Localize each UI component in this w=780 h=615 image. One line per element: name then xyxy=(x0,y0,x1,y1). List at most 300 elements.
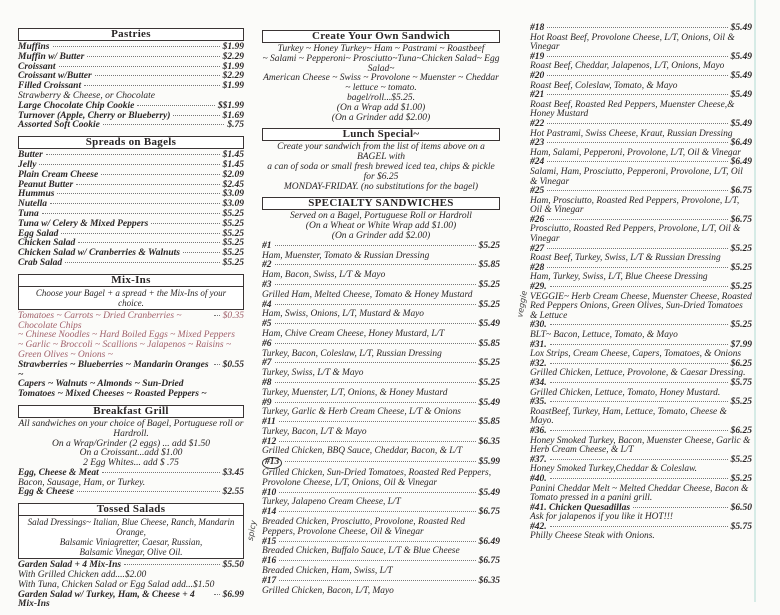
item-price: $5.25 xyxy=(222,218,244,229)
item-price: $5.85 xyxy=(478,417,500,428)
dot-leader xyxy=(275,264,476,265)
dot-leader xyxy=(633,507,728,508)
dot-leader xyxy=(46,154,220,155)
menu-rows xyxy=(18,420,244,498)
dot-leader xyxy=(275,284,476,285)
menu-item xyxy=(18,200,244,210)
mixin-option-line: ~ Chinese Noodles ~ Hard Boiled Eggs ~ Mixed Peppers xyxy=(18,330,235,341)
sandwich-description: Grilled Chicken, Bacon, L/T, Mayo xyxy=(262,585,394,596)
item-price: $5.49 xyxy=(730,118,752,129)
sandwich-number: #5 xyxy=(262,319,272,330)
item-name: Muffins xyxy=(18,42,50,52)
item-price: $6.35 xyxy=(478,575,500,586)
sandwich-description: Honey Smoked Turkey, Bacon, Muenster Cheese, Garlic & Herb Cream Cheese, & L/T xyxy=(530,435,751,456)
section-header-box xyxy=(18,136,244,149)
menu-item xyxy=(18,121,244,131)
dot-leader xyxy=(547,123,727,124)
sandwich-description: Hot Pastrami, Swiss Cheese, Kraut, Russian Dressing xyxy=(530,128,733,139)
sandwich-number: #7 xyxy=(262,358,272,369)
item-price: $6.25 xyxy=(730,425,752,436)
item-price: $1.45 xyxy=(222,150,244,161)
dot-leader xyxy=(279,511,475,512)
item-price: $5.25 xyxy=(222,228,244,239)
item-price: $5.49 xyxy=(478,319,500,330)
item-name: Assorted Soft Cookie xyxy=(18,120,100,131)
menu-rows xyxy=(262,45,500,123)
sandwich-number: #11 xyxy=(262,417,276,428)
sandwich-number: #37. xyxy=(530,454,547,465)
item-name: Nutella xyxy=(18,199,48,210)
item-price: $6.75 xyxy=(478,556,500,567)
sandwich-number: #15 xyxy=(262,536,277,547)
sandwich-number: #30. xyxy=(530,320,547,331)
dot-leader xyxy=(547,56,727,57)
dot-leader xyxy=(547,267,727,268)
sandwich-description: RoastBeef, Turkey, Ham, Lettuce, Tomato, Cheese & Mayo. xyxy=(530,406,727,427)
sandwich-number: #14 xyxy=(262,507,277,518)
section-title: Pastries xyxy=(111,28,151,40)
mixin-option-line: Green Olives ~ Onions ~ xyxy=(18,349,113,360)
sandwich-number: #1 xyxy=(262,240,272,251)
section-header-box xyxy=(18,503,244,559)
item-price: $6.49 xyxy=(730,157,752,168)
dot-leader xyxy=(95,75,220,76)
section-title: Lunch Special~ xyxy=(342,128,420,141)
item-name: Turnover (Apple, Cherry or Blueberry) xyxy=(18,110,171,121)
lunch-special-section xyxy=(262,128,500,192)
item-price: $2.45 xyxy=(222,179,244,190)
sandwich-description: Prosciutto, Roasted Red Peppers, Provolone, L/T, Oil & Vinegar xyxy=(530,224,741,245)
dot-leader xyxy=(173,115,219,116)
item-price: $5.49 xyxy=(478,487,500,498)
item-price: $5.25 xyxy=(730,454,752,465)
sandwich-description: Grilled Chicken, Lettuce, Tomato, Honey Mustard. xyxy=(530,387,721,398)
item-price: $2.29 xyxy=(222,51,244,62)
sandwich-description: Turkey, Muenster, L/T, Onions, & Honey Mustard xyxy=(262,387,448,398)
item-name: Chicken Salad w/ Cranberries & Walnuts xyxy=(18,248,180,259)
middle-column xyxy=(262,30,500,601)
sandwich-description: Ham, Salami, Pepperoni, Provolone, L/T, Oil & Vinegar xyxy=(530,147,741,158)
sandwich-description: Turkey, Garlic & Herb Cream Cheese, L/T & Onions xyxy=(262,407,461,418)
create-sandwich-section xyxy=(262,30,500,123)
dot-leader xyxy=(279,541,475,542)
sandwich-number: #31. xyxy=(530,339,547,350)
item-name: Crab Salad xyxy=(18,257,63,268)
dot-leader xyxy=(87,56,219,57)
sandwich-description: Breaded Chicken, Prosciutto, Provolone, Roasted Red Peppers, Provolone Cheese, Oil & Vinegar xyxy=(262,517,466,537)
sandwich-number: #25 xyxy=(530,186,545,197)
menu-item xyxy=(18,151,244,161)
sandwich-description: Grilled Chicken, BBQ Sauce, Cheddar, Bacon, & L/T xyxy=(262,446,463,457)
dot-leader xyxy=(550,324,728,325)
dot-leader xyxy=(279,441,475,442)
section-title: Mix-Ins xyxy=(111,273,151,286)
dot-leader xyxy=(77,491,220,492)
dot-leader xyxy=(151,223,219,224)
menu-rows xyxy=(18,43,244,131)
item-price: $3.09 xyxy=(222,199,244,210)
header-note-line: Balsamic Vinegar, Olive Oil. xyxy=(79,547,183,558)
dot-leader xyxy=(275,362,476,363)
item-price: $2.29 xyxy=(222,71,244,82)
item-price: $0.55 xyxy=(222,359,244,370)
dot-leader xyxy=(550,459,728,460)
dot-leader xyxy=(275,402,476,403)
sandwich-number: #3 xyxy=(262,279,272,290)
dot-leader xyxy=(275,382,476,383)
item-price: $5.85 xyxy=(478,338,500,349)
sandwich-number: #9 xyxy=(262,397,272,408)
mixin-option-line: Capers ~ Walnuts ~ Almonds ~ Sun-Dried xyxy=(18,379,184,390)
sandwich-description: Breaded Chicken, Buffalo Sauce, L/T & Blue Cheese xyxy=(262,546,460,557)
sandwich-number: #28 xyxy=(530,262,545,273)
item-price: $1.45 xyxy=(222,159,244,170)
menu-rows xyxy=(18,561,244,610)
dot-leader xyxy=(550,430,728,431)
dot-leader xyxy=(547,94,727,95)
scan-edge-line xyxy=(754,0,756,602)
info-line: 2 Egg Whites... add $ .75 xyxy=(83,458,179,469)
item-price: $5.49 xyxy=(730,23,752,33)
sandwich-description: Ask for jalapenos if you like it HOT!!! xyxy=(530,512,673,523)
sandwich-description: BLT~ Bacon, Lettuce, Tomato, & Mayo xyxy=(530,330,678,340)
dot-leader xyxy=(275,323,476,324)
section-title: Breakfast Grill xyxy=(93,404,169,417)
dot-leader xyxy=(53,46,220,47)
item-price: $6.35 xyxy=(478,436,500,447)
item-price: $2.55 xyxy=(222,487,244,498)
section-title: SPECIALTY SANDWICHES xyxy=(308,197,454,210)
dot-leader xyxy=(550,363,728,364)
sandwich-description: Roast Beef, Cheddar, Jalapenos, L/T, Onions, Mayo xyxy=(530,61,725,72)
sandwich-description: Roast Beef, Coleslaw, Tomato, & Mayo xyxy=(530,80,678,91)
item-name: Peanut Butter xyxy=(18,179,74,190)
item-price: $5.75 xyxy=(730,377,752,388)
item-price: $$1.99 xyxy=(217,100,244,111)
sandwich-description: Turkey, Jalapeno Cream Cheese, L/T xyxy=(262,497,401,508)
menu-item xyxy=(18,361,244,381)
item-price: $5.25 xyxy=(478,279,500,290)
dot-leader xyxy=(279,492,475,493)
dot-leader xyxy=(547,142,727,143)
menu-item xyxy=(18,488,244,498)
header-note-line: Balsamic Viniagretter, Caesar, Russian, xyxy=(59,537,203,548)
item-name: Strawberries ~ Blueberries ~ Mandarin Oranges ~ xyxy=(18,359,209,380)
sandwich-description: Grilled Chicken, Lettuce, Provolone, & Caesar Dressing. xyxy=(530,368,746,379)
item-price: $6.49 xyxy=(478,536,500,547)
dot-leader xyxy=(547,75,727,76)
item-price: $5.25 xyxy=(222,238,244,249)
sandwich-number: #12 xyxy=(262,436,277,447)
menu-rows xyxy=(530,24,752,542)
section-header-note xyxy=(19,515,243,558)
section-title: Create Your Own Sandwich xyxy=(311,30,451,42)
item-price: $7.99 xyxy=(730,339,752,350)
sandwich-number: #42. xyxy=(530,521,547,532)
item-price: $5.25 xyxy=(730,262,752,273)
menu-item xyxy=(18,312,244,332)
info-line: (On a Wrap add $1.00) xyxy=(336,102,426,113)
sandwich-number: #20 xyxy=(530,70,545,81)
info-line: a can of soda or small fresh brewed iced tea, chips & pickle for $6.25 xyxy=(267,161,495,182)
item-price: $6.49 xyxy=(730,138,752,149)
sandwich-description: Ham, Swiss, Onions, L/T, Mustard & Mayo xyxy=(262,309,424,320)
item-note: With Grilled Chicken add....$2.00 xyxy=(18,570,147,581)
sandwich-description: Turkey, Swiss, L/T & Mayo xyxy=(262,368,364,379)
sandwich-number: #36. xyxy=(530,425,547,436)
item-price: $5.25 xyxy=(222,208,244,219)
sandwich-number: #27 xyxy=(530,243,545,254)
dot-leader xyxy=(42,213,220,214)
dot-leader xyxy=(275,245,476,246)
item-price: $5.99 xyxy=(478,457,500,468)
dot-leader xyxy=(547,27,727,28)
item-name: Egg Salad xyxy=(18,228,59,239)
dot-leader xyxy=(550,478,728,479)
item-price: $5.25 xyxy=(222,257,244,268)
dot-leader xyxy=(183,252,220,253)
item-name: Filled Croissant xyxy=(18,81,82,92)
sandwich-description: Ham, Chive Cream Cheese, Honey Mustard, L/T xyxy=(262,328,445,339)
item-price: $5.25 xyxy=(730,243,752,254)
item-price: $5.49 xyxy=(478,397,500,408)
dot-leader xyxy=(39,164,219,165)
sandwich-description: Hot Roast Beef, Provolone Cheese, L/T, Onions, Oil & Vinegar xyxy=(530,32,735,53)
item-price: $6.25 xyxy=(730,358,752,369)
sandwich-description: Ham, Muenster, Tomato & Russian Dressing xyxy=(262,250,430,261)
item-price: $1.99 xyxy=(222,81,244,92)
right-column xyxy=(530,22,752,547)
mixin-option-line: ~ Garlic ~ Broccoli ~ Scallions ~ Jalapenos ~ Raisins ~ xyxy=(18,340,232,351)
menu-item xyxy=(18,190,244,200)
sandwich-description: Grilled Ham, Melted Cheese, Tomato & Honey Mustard xyxy=(262,289,473,300)
item-price: $5.50 xyxy=(222,560,244,571)
dot-leader xyxy=(65,262,220,263)
item-price: $5.25 xyxy=(730,397,752,408)
dot-leader xyxy=(275,304,476,305)
sandwich-description: Panini Cheddar Melt ~ Melted Cheddar Cheese, Bacon & Tomato pressed in a panini grill. xyxy=(530,483,749,504)
menu-rows xyxy=(18,151,244,269)
sandwich-number: #21 xyxy=(530,90,545,101)
handwritten-spicy-note: spicy xyxy=(245,519,259,542)
salads-section xyxy=(18,503,244,610)
item-note: Strawberry & Cheese, or Chocolate xyxy=(18,90,155,101)
menu-rows xyxy=(262,212,500,596)
item-name: Tuna w/ Celery & Mixed Peppers xyxy=(18,218,149,229)
dot-leader xyxy=(214,594,220,595)
sandwich-number: #10 xyxy=(262,487,277,498)
section-header-box xyxy=(262,30,500,43)
dot-leader xyxy=(547,248,727,249)
sandwich-number: #6 xyxy=(262,338,272,349)
section-header-box xyxy=(18,274,244,310)
dot-leader xyxy=(547,190,727,191)
sandwich-number: #35. xyxy=(530,397,547,408)
item-price: $5.49 xyxy=(730,70,752,81)
sandwich-description: Lox Strips, Cream Cheese, Capers, Tomatoes, & Onions xyxy=(530,349,742,360)
dot-leader xyxy=(50,203,220,204)
item-name: Egg, Cheese & Meat xyxy=(18,467,99,478)
dot-leader xyxy=(59,66,220,67)
dot-leader xyxy=(84,85,220,86)
breakfast-section xyxy=(18,405,244,498)
sandwich-description: Ham, Prosciutto, Roasted Red Peppers, Provolone, L/T, Oil & Vinegar xyxy=(530,195,740,216)
item-price: $1.69 xyxy=(222,110,244,121)
item-name: Garden Salad + 4 Mix-Ins xyxy=(18,560,122,571)
sandwich-description: Philly Cheese Steak with Onions. xyxy=(530,531,655,542)
dot-leader xyxy=(279,560,475,561)
dot-leader xyxy=(279,580,475,581)
item-name: Croissant xyxy=(18,61,56,72)
section-header-box xyxy=(18,28,244,41)
item-price: $5.25 xyxy=(730,473,752,484)
item-name: Tomatoes ~ Carrots ~ Dried Cranberries ~ Chocolate Chips xyxy=(18,310,182,331)
dot-leader xyxy=(76,184,219,185)
dot-leader xyxy=(61,233,219,234)
section-header-box xyxy=(18,405,244,418)
item-price: $5.25 xyxy=(478,299,500,310)
info-line: Create your sandwich from the list of items above on a BAGEL with xyxy=(277,142,485,163)
info-line: On a Croissant...add $1.00 xyxy=(79,448,183,459)
sandwich-description: Roast Beef, Roasted Red Peppers, Muenster Cheese,& Honey Mustard xyxy=(530,99,735,120)
item-price: $5.25 xyxy=(478,240,500,251)
item-price: $5.25 xyxy=(730,282,752,293)
sandwich-number: #4 xyxy=(262,299,272,310)
menu-rows xyxy=(262,143,500,192)
menu-item xyxy=(18,591,244,611)
dot-leader xyxy=(550,401,728,402)
dot-leader xyxy=(547,219,727,220)
item-price: $6.75 xyxy=(730,214,752,225)
item-note: With Tuna, Chicken Salad or Egg Salad add...$1.50 xyxy=(18,579,215,590)
mixins-section xyxy=(18,274,244,400)
info-line: MONDAY-FRIDAY. (no substitutions for the bagel) xyxy=(283,181,479,192)
pastries-section xyxy=(18,28,244,131)
item-price: $1.99 xyxy=(222,42,244,52)
dot-leader xyxy=(214,315,220,316)
sandwich-number: #32. xyxy=(530,358,547,369)
sandwich-description: Grilled Chicken, Sun-Dried Tomatoes, Roasted Red Peppers, Provolone Cheese, L/T, Onions, Oil & Vinegar xyxy=(262,468,492,488)
item-name: Egg & Cheese xyxy=(18,487,74,498)
item-price: $5.25 xyxy=(222,248,244,259)
info-line: ~ Salami ~ Pepperoni~ Prosciutto~Tuna~Chicken Salad~ Egg Salad~ xyxy=(262,53,500,74)
specialty-sandwiches-continued xyxy=(530,22,752,542)
item-name: Hummus xyxy=(18,189,55,200)
dot-leader xyxy=(214,364,220,365)
menu-item xyxy=(18,259,244,269)
dot-leader xyxy=(103,124,225,125)
dot-leader xyxy=(78,242,219,243)
sandwich-description: Breaded Chicken, Ham, Swiss, L/T xyxy=(262,566,393,577)
sandwich-description: VEGGIE~ Herb Cream Cheese, Muenster Cheese, Roasted Red Peppers Onions, Green Olives, Sun-Dried Tomatoes & Lettuce xyxy=(530,291,752,321)
info-line: All sandwiches on your choice of Bagel, Portuguese roll or Hardroll. xyxy=(18,418,244,439)
specialty-sandwiches-section xyxy=(262,197,500,596)
info-line: (On a Wheat or White Wrap add $1.00) xyxy=(305,221,457,232)
info-line: Turkey ~ Honey Turkey~ Ham ~ Pastrami ~ Roastbeef xyxy=(277,44,485,54)
sandwich-description: Roast Beef, Turkey, Swiss, L/T & Russian Dressing xyxy=(530,253,721,264)
sandwich-number: #23 xyxy=(530,138,545,149)
section-title: Tossed Salads xyxy=(96,503,166,516)
sandwich-number: #16 xyxy=(262,556,277,567)
item-price: $0.35 xyxy=(222,310,244,321)
item-name: Tuna xyxy=(18,208,39,219)
info-line: (On a Grinder add $2.00) xyxy=(331,112,431,123)
dot-leader xyxy=(102,472,220,473)
sandwich-number: #13 xyxy=(262,457,282,469)
section-header-box xyxy=(262,128,500,141)
sandwich-number: #19 xyxy=(530,51,545,62)
info-line: On a Wrap/Grinder (2 eggs) ... add $1.50 xyxy=(51,438,211,449)
item-price: $2.09 xyxy=(222,169,244,180)
item-price: $3.09 xyxy=(222,189,244,200)
item-name: Plain Cream Cheese xyxy=(18,169,99,180)
item-name: Butter xyxy=(18,150,43,161)
header-note-line: Salad Dressings~ Italian, Blue Cheese, Ranch, Mandarin Orange, xyxy=(27,517,235,538)
sandwich-description: Ham, Turkey, Swiss, L/T, Blue Cheese Dressing xyxy=(530,272,708,283)
sandwich-number: #8 xyxy=(262,377,272,388)
mixin-option-line: Tomatoes ~ Mixed Cheeses ~ Roasted Peppers ~ xyxy=(18,389,207,400)
item-note: Bacon, Sausage, Ham, or Turkey. xyxy=(18,477,146,488)
section-header-box xyxy=(262,197,500,210)
dot-leader xyxy=(550,286,728,287)
section-title: Spreads on Bagels xyxy=(85,136,177,149)
sandwich-number: #26 xyxy=(530,214,545,225)
dot-leader xyxy=(550,526,728,527)
sandwich-number: #18 xyxy=(530,23,545,33)
item-name: Garden Salad w/ Turkey, Ham, & Cheese + 4 Mix-Ins xyxy=(18,589,195,610)
sandwich-number: #24 xyxy=(530,157,545,168)
dot-leader xyxy=(137,105,215,106)
sandwich-description: Turkey, Bacon, L/T & Mayo xyxy=(262,426,367,437)
item-price: $5.85 xyxy=(478,260,500,271)
item-price: $1.99 xyxy=(222,61,244,72)
header-note-line: Choose your Bagel + a spread + the Mix-Ins of your choice. xyxy=(35,287,227,308)
info-line: Served on a Bagel, Portuguese Roll or Hardroll xyxy=(290,211,472,222)
item-price: $.75 xyxy=(227,120,244,131)
sandwich-number: #22 xyxy=(530,118,545,129)
sandwich-number: #17 xyxy=(262,575,277,586)
item-name: Croissant w/Butter xyxy=(18,71,92,82)
menu-rows xyxy=(18,312,244,400)
left-column xyxy=(18,28,244,615)
sandwich-number: #34. xyxy=(530,377,547,388)
sandwich-description: Turkey, Bacon, Coleslaw, L/T, Russian Dressing xyxy=(262,348,442,359)
info-line: bagel/roll...$5.25. xyxy=(347,92,415,103)
item-name: Jelly xyxy=(18,159,37,170)
item-price: $5.25 xyxy=(730,320,752,331)
sandwich-description: Ham, Bacon, Swiss, L/T & Mayo xyxy=(262,270,386,281)
section-header-note xyxy=(19,286,243,309)
sandwich-number: #40. xyxy=(530,473,547,484)
item-price: $5.49 xyxy=(730,90,752,101)
dot-leader xyxy=(550,382,728,383)
dot-leader xyxy=(550,344,728,345)
sandwich-number: #41. Chicken Quesadillas xyxy=(530,502,631,513)
handwritten-veggie-note: veggie xyxy=(515,289,529,319)
item-price: $6.50 xyxy=(730,502,752,513)
item-price: $5.25 xyxy=(478,377,500,388)
dot-leader xyxy=(279,421,476,422)
sandwich-number: #2 xyxy=(262,260,272,271)
dot-leader xyxy=(57,193,219,194)
dot-leader xyxy=(547,161,727,162)
item-name: Large Chocolate Chip Cookie xyxy=(18,100,135,111)
sandwich-description: Honey Smoked Turkey,Cheddar & Coleslaw. xyxy=(530,464,697,475)
dot-leader xyxy=(124,564,220,565)
dot-leader xyxy=(101,174,219,175)
sandwich-description: Salami, Ham, Prosciutto, Pepperoni, Provolone, L/T, Oil & Vinegar xyxy=(530,166,743,187)
info-line: American Cheese ~ Swiss ~ Provolone ~ Muenster ~ Cheddar ~ lettuce ~ tomato. xyxy=(263,73,499,94)
